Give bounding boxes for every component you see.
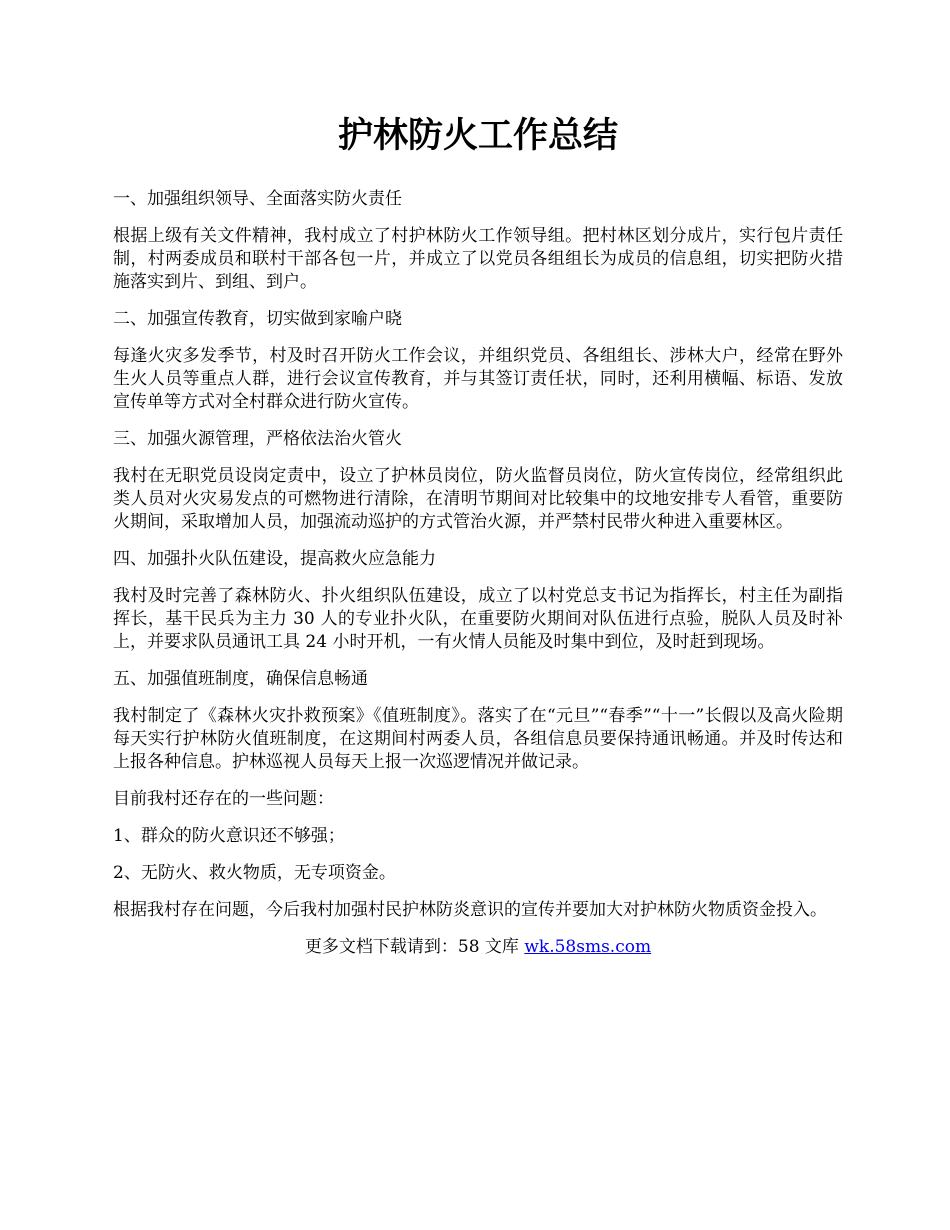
section-5-heading: 五、加强值班制度，确保信息畅通 <box>113 669 368 689</box>
section-3-heading: 三、加强火源管理，严格依法治火管火 <box>113 429 402 449</box>
problem-item-2: 2、无防火、救火物质，无专项资金。 <box>113 863 396 883</box>
section-3-body: 我村在无职党员设岗定责中，设立了护林员岗位，防火监督员岗位，防火宣传岗位，经常组织此类人员对火灾易发点的可燃物进行清除，在清明节期间对比较集中的坟地安排专人看管，重要防火期间，采取增加人员，加强流动巡护的方式管治火源，并严禁村民带火种进入重要林区。 <box>113 466 843 532</box>
document-title: 护林防火工作总结 <box>337 116 618 156</box>
section-1-body: 根据上级有关文件精神，我村成立了村护林防火工作领导组。把村林区划分成片，实行包片责任制，村两委成员和联村干部各包一片，并成立了以党员各组组长为成员的信息组，切实把防火措施落实到片、到组、到户。 <box>113 226 843 292</box>
section-2-body: 每逢火灾多发季节，村及时召开防火工作会议，并组织党员、各组组长、涉林大户，经常在野外生火人员等重点人群，进行会议宣传教育，并与其签订责任状，同时，还利用横幅、标语、发放宣传单等方式对全村群众进行防火宣传。 <box>113 346 843 412</box>
footer-link[interactable]: wk.58sms.com <box>524 937 652 957</box>
footer-line <box>113 936 843 959</box>
section-2-heading: 二、加强宣传教育，切实做到家喻户晓 <box>113 309 402 329</box>
document-page <box>113 108 843 959</box>
problem-item-1: 1、群众的防火意识还不够强； <box>113 826 345 846</box>
section-5-body: 我村制定了《森林火灾扑救预案》《值班制度》。落实了在“元旦”“春季”“十一”长假以及高火险期每天实行护林防火值班制度，在这期间村两委人员，各组信息员要保持通讯畅通。并及时传达和上报各种信息。护林巡视人员每天上报一次巡逻情况并做记录。 <box>113 706 843 772</box>
section-1-heading: 一、加强组织领导、全面落实防火责任 <box>113 189 402 209</box>
conclusion-paragraph: 根据我村存在问题，今后我村加强村民护林防炎意识的宣传并要加大对护林防火物质资金投入。 <box>113 900 827 920</box>
section-4-body: 我村及时完善了森林防火、扑火组织队伍建设，成立了以村党总支书记为指挥长，村主任为副指挥长，基干民兵为主力 30 人的专业扑火队，在重要防火期间对队伍进行点验，脱队人员及时补上，并要求队员通讯工具 24 小时开机，一有火情人员能及时集中到位，及时赶到现场。 <box>113 586 843 652</box>
section-4-heading: 四、加强扑火队伍建设，提高救火应急能力 <box>113 549 436 569</box>
footer-prefix: 更多文档下载请到：58 文库 <box>304 937 525 957</box>
problems-intro: 目前我村还存在的一些问题： <box>113 789 334 809</box>
